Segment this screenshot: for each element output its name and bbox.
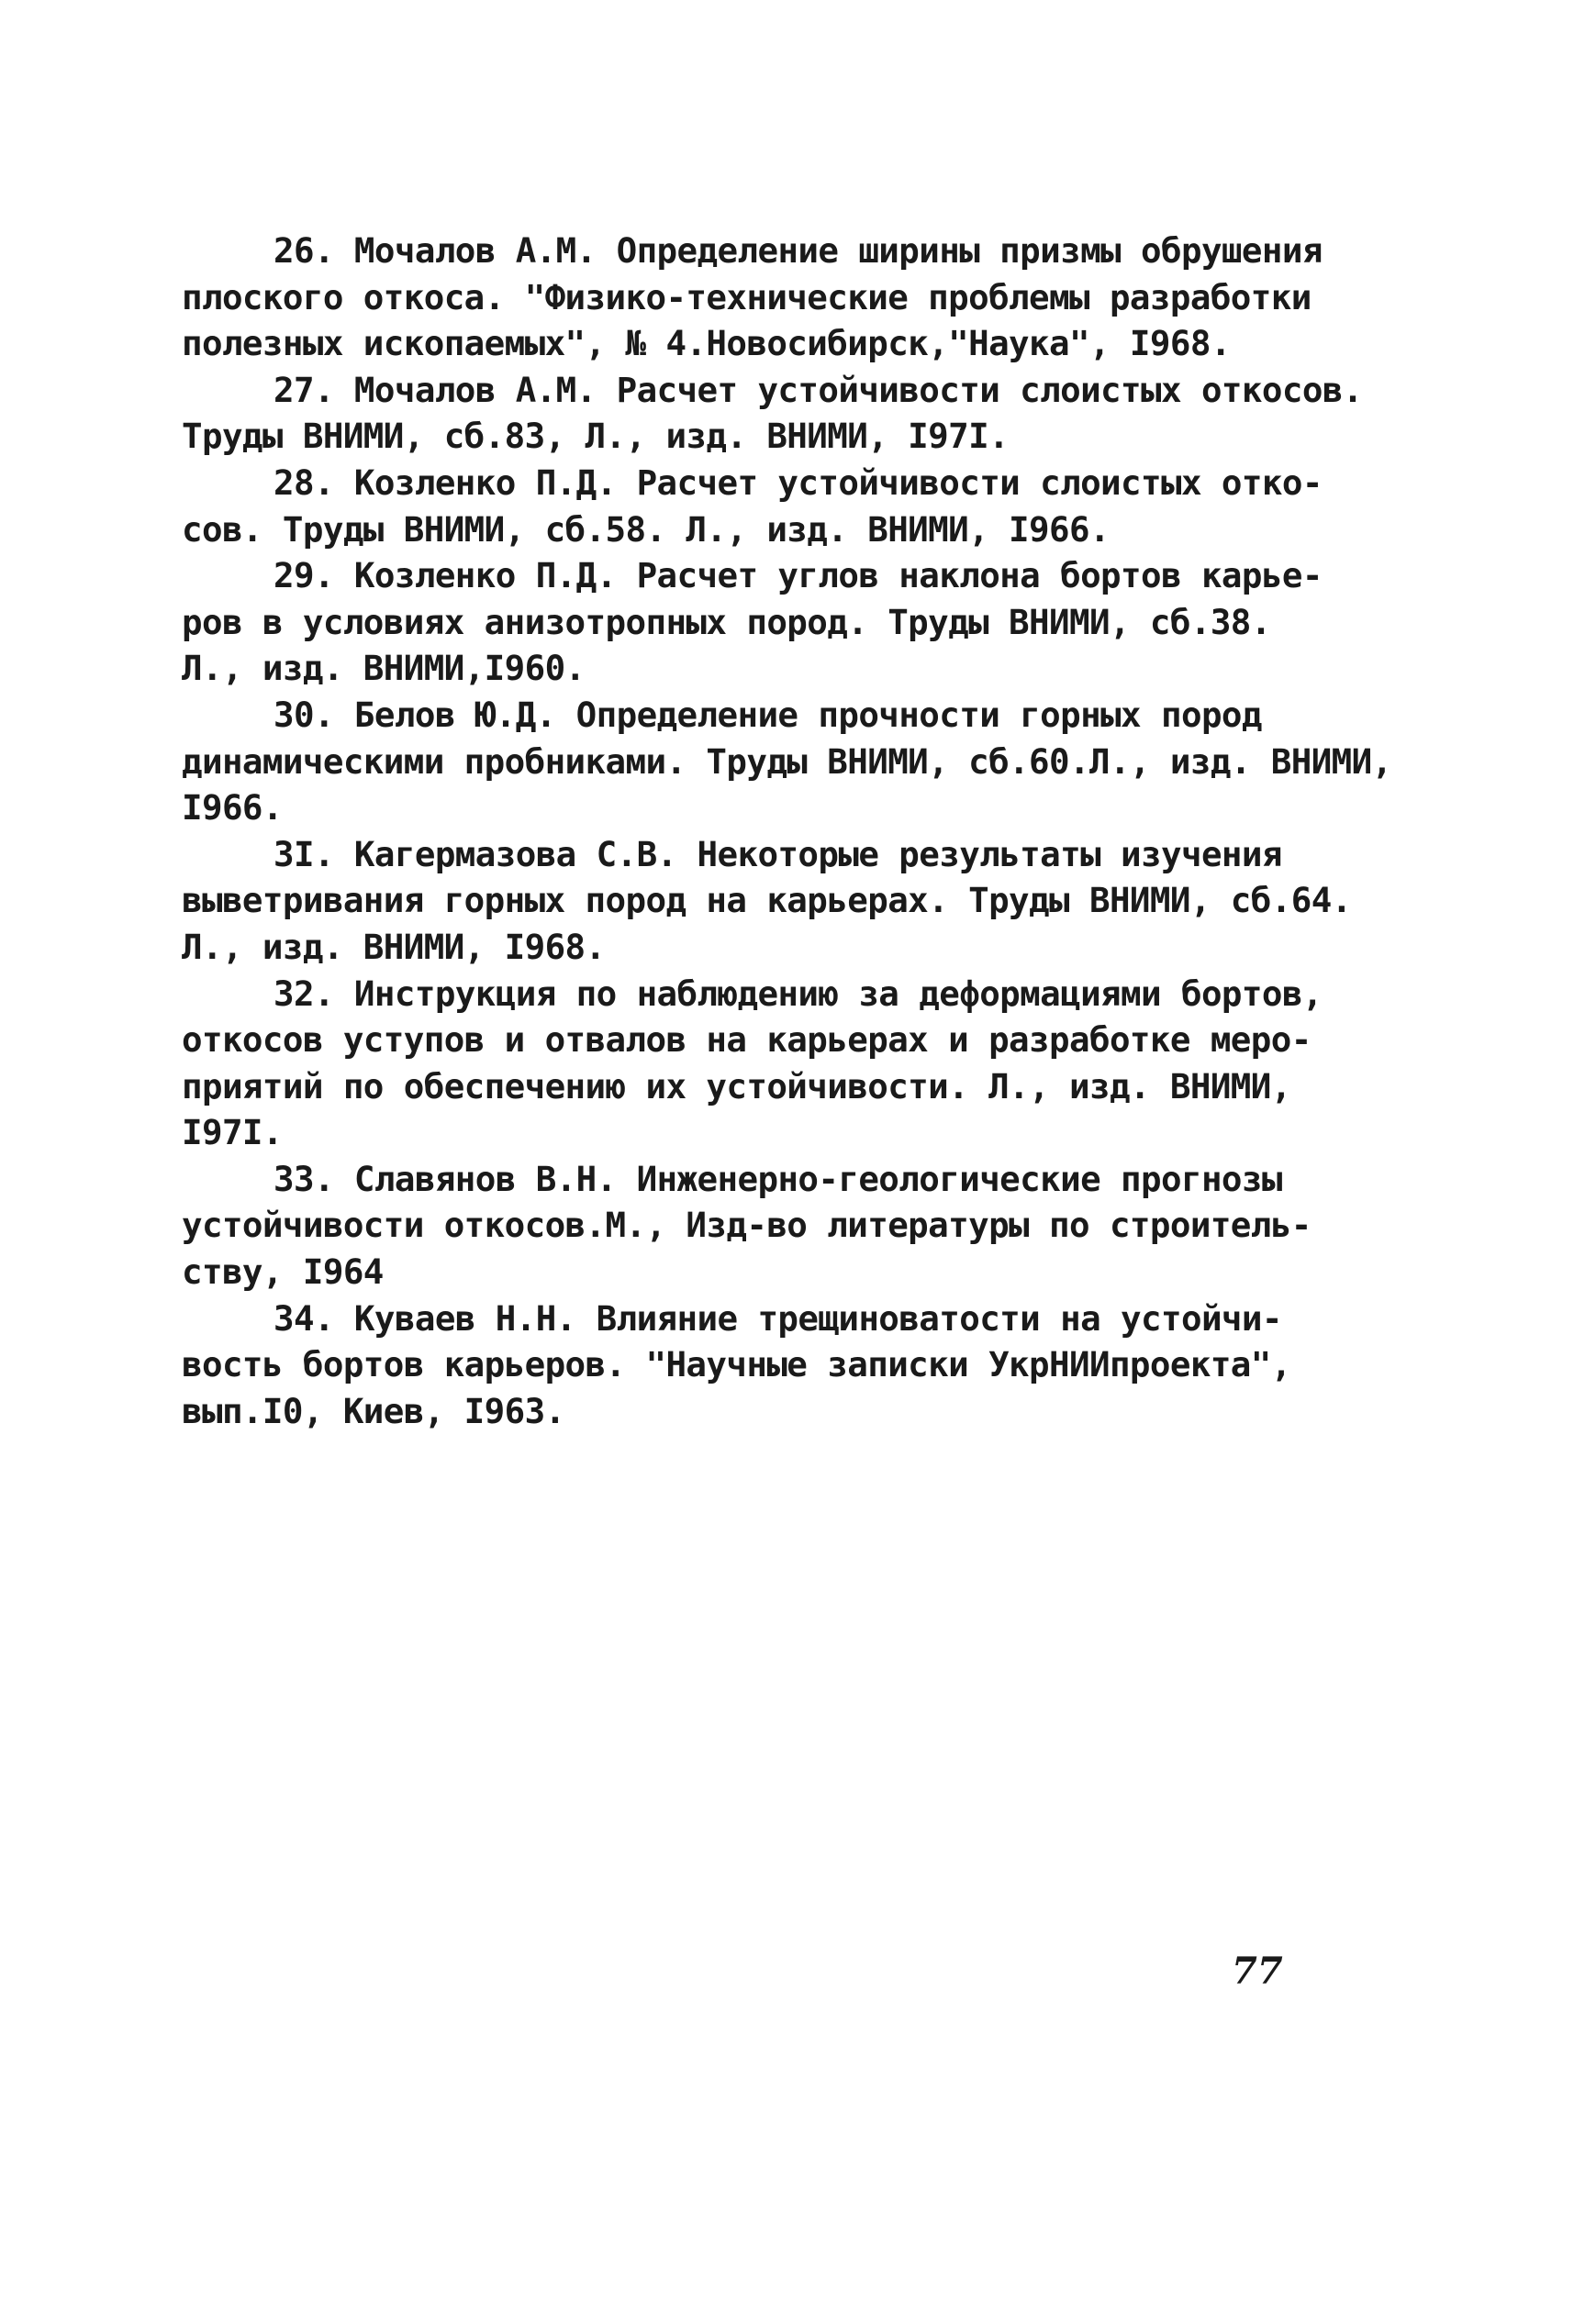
reference-line: полезных ископаемых", № 4.Новосибирск,"Наука", I968. bbox=[182, 323, 1231, 364]
reference-line: ров в условиях анизотропных пород. Труды ВНИМИ, сб.38. bbox=[182, 601, 1271, 642]
reference-item-28 bbox=[182, 460, 1329, 552]
reference-line: Л., изд. ВНИМИ,I960. bbox=[182, 648, 586, 689]
reference-line: Труды ВНИМИ, сб.83, Л., изд. ВНИМИ, I97I. bbox=[182, 416, 1010, 457]
reference-line: ству, I964 bbox=[182, 1251, 384, 1293]
reference-item-32 bbox=[182, 971, 1329, 1156]
reference-item-30 bbox=[182, 692, 1392, 831]
reference-item-29 bbox=[182, 552, 1329, 692]
reference-line: I966. bbox=[182, 787, 283, 828]
reference-line: 29. Козленко П.Д. Расчет углов наклона бортов карье- bbox=[273, 555, 1323, 596]
reference-line: откосов уступов и отвалов на карьерах и разработке меро- bbox=[182, 1019, 1312, 1061]
reference-line: 30. Белов Ю.Д. Определение прочности горных пород bbox=[273, 694, 1262, 735]
reference-line: 34. Куваев Н.Н. Влияние трещиноватости на устойчи- bbox=[273, 1297, 1282, 1339]
reference-line: приятий по обеспечению их устойчивости. Л., изд. ВНИМИ, bbox=[182, 1065, 1291, 1106]
reference-line: 26. Мочалов А.М. Определение ширины призмы обрушения bbox=[273, 230, 1323, 271]
reference-line: устойчивости откосов.М., Изд-во литературы по строитель- bbox=[182, 1205, 1312, 1246]
reference-line: 33. Славянов В.Н. Инженерно-геологические прогнозы bbox=[273, 1158, 1282, 1199]
reference-item-33 bbox=[182, 1156, 1329, 1295]
reference-item-26 bbox=[182, 228, 1329, 367]
reference-line: 3I. Кагермазова С.В. Некоторые результаты изучения bbox=[273, 833, 1282, 874]
reference-line: Л., изд. ВНИМИ, I968. bbox=[182, 926, 606, 967]
reference-line: сов. Труды ВНИМИ, сб.58. Л., изд. ВНИМИ, I966. bbox=[182, 508, 1110, 550]
reference-line: 27. Мочалов А.М. Расчет устойчивости слоистых откосов. bbox=[273, 369, 1363, 410]
reference-line: динамическими пробниками. Труды ВНИМИ, сб.60.Л., изд. ВНИМИ, bbox=[182, 740, 1392, 782]
reference-list bbox=[182, 228, 1392, 1434]
reference-line: выветривания горных пород на карьерах. Труды ВНИМИ, сб.64. bbox=[182, 880, 1352, 921]
reference-line: вып.I0, Киев, I963. bbox=[182, 1390, 565, 1431]
reference-line: 32. Инструкция по наблюдению за деформациями бортов, bbox=[273, 973, 1323, 1014]
reference-line: вость бортов карьеров. "Научные записки УкрНИИпроекта", bbox=[182, 1344, 1291, 1385]
reference-line: 28. Козленко П.Д. Расчет устойчивости слоистых отко- bbox=[273, 461, 1323, 503]
reference-line: I97I. bbox=[182, 1112, 283, 1153]
reference-line: плоского откоса. "Физико-технические проблемы разработки bbox=[182, 276, 1312, 317]
reference-item-34 bbox=[182, 1295, 1329, 1435]
reference-item-31 bbox=[182, 831, 1352, 971]
page-number: 77 bbox=[1232, 1950, 1283, 1993]
reference-item-27 bbox=[182, 367, 1363, 460]
